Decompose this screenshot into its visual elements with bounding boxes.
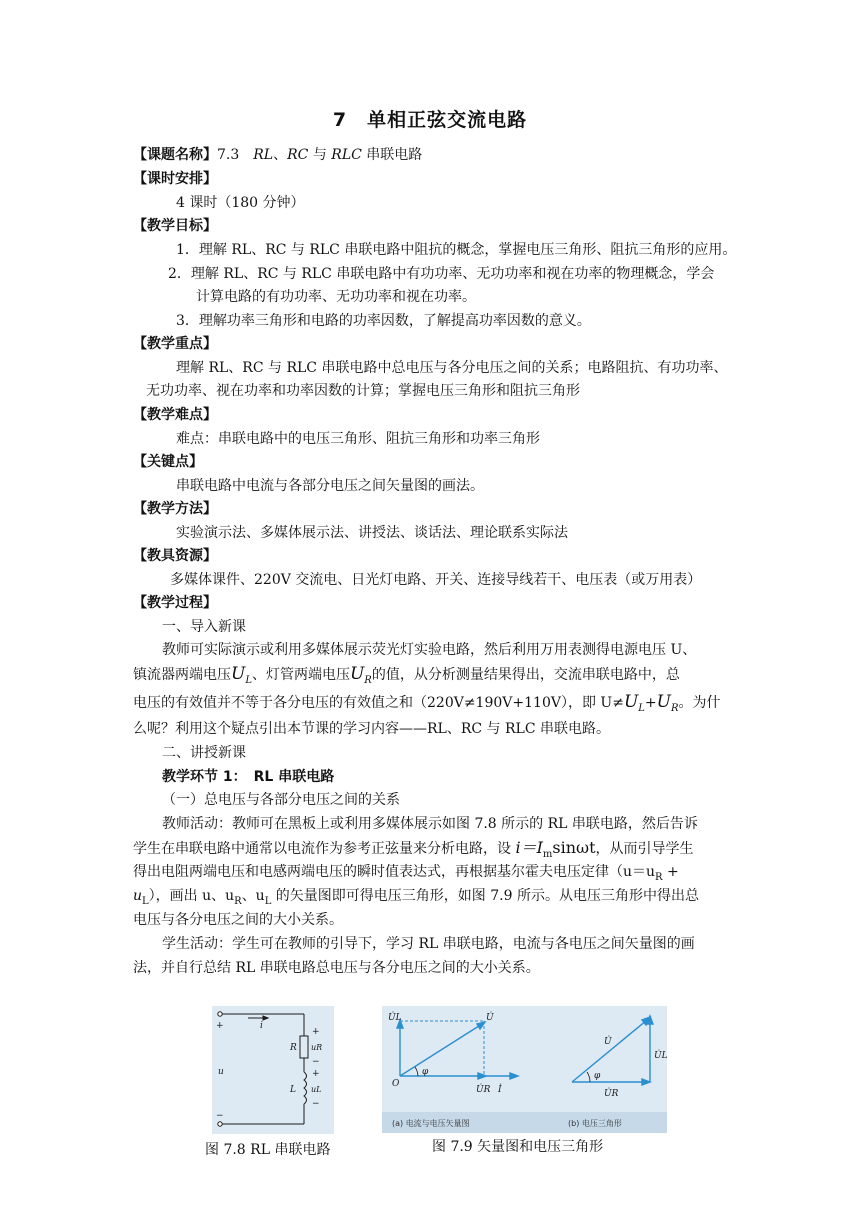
fig79-phi-a: φ	[422, 1067, 429, 1077]
process-label: 【教学过程】	[133, 595, 217, 611]
focus-line-1: 理解 RL、RC 与 RLC 串联电路中总电压与各分电压之间的关系；电路阻抗、有功功率、	[176, 360, 728, 376]
fig79-subcaption-b: (b) 电压三角形	[568, 1119, 622, 1128]
lesson-sep2: 与	[308, 147, 332, 163]
step-1-heading: 教学环节 1： RL 串联电路	[162, 769, 335, 785]
fig78-plus-left: +	[216, 1021, 224, 1031]
current-eq-sub: m	[542, 848, 553, 860]
ul-symbol: U	[231, 664, 246, 684]
difficulty-text: 难点：串联电路中的电压三角形、阻抗三角形和功率三角形	[176, 431, 540, 447]
teacher-text-plus: +	[662, 864, 679, 880]
fig79-u-a: U̇	[486, 1013, 494, 1023]
fig78-ur: uR	[311, 1043, 323, 1052]
lesson-rc: RC	[287, 147, 309, 163]
focus-line-2: 无功功率、视在功率和功率因数的计算；掌握电压三角形和阻抗三角形	[146, 383, 580, 399]
plus-sign: +	[644, 695, 657, 711]
current-eq-sin: sinωt	[552, 838, 596, 857]
figure-rl-circuit	[212, 1006, 334, 1134]
intro-para-4: 么呢？利用这个疑点引出本节课的学习内容——RL、RC 与 RLC 串联电路。	[133, 721, 610, 737]
lesson-line	[133, 145, 422, 165]
teacher-para-4	[133, 886, 699, 912]
intro-text-c: 的值，从分析测量结果得出，交流串联电路中，总	[371, 667, 680, 683]
difficulty-label: 【教学难点】	[133, 407, 217, 423]
fig78-plus-l: +	[312, 1069, 320, 1079]
ur-symbol-2: U	[656, 692, 671, 712]
intro-text-d: 电压的有效值并不等于各分电压的有效值之和（220V≠190V+110V），即 U≠	[133, 695, 624, 711]
fig78-voltage-u: u	[218, 1067, 224, 1077]
goal-2b: 计算电路的有功功率、无功功率和视在功率。	[196, 289, 476, 305]
rl-circuit-diagram	[212, 1006, 334, 1134]
method-label: 【教学方法】	[133, 501, 217, 517]
goal-1: 1．理解 RL、RC 与 RLC 串联电路中阻抗的概念，掌握电压三角形、阻抗三角形的应用。	[176, 242, 737, 258]
teacher-para-1: 教师活动：教师可在黑板上或利用多媒体展示如图 7.8 所示的 RL 串联电路，然后告诉	[162, 816, 698, 832]
fig78-inductor-l: L	[290, 1085, 296, 1095]
fig79-u-b: U̇	[604, 1037, 612, 1047]
intro-para-1: 教师可实际演示或利用多媒体展示荧光灯实验电路，然后利用万用表测得电源电压 U、	[162, 642, 697, 658]
lesson-label: 【课题名称】	[133, 147, 217, 163]
teacher-text-b: ，从而引导学生	[595, 841, 694, 857]
section-teach: 二、讲授新课	[162, 745, 246, 761]
schedule-text: 4 课时（180 分钟）	[176, 195, 305, 211]
fig79-ul-a: U̇L	[388, 1013, 402, 1023]
fig79-caption: 图 7.9 矢量图和电压三角形	[432, 1139, 604, 1155]
ur-symbol: U	[349, 664, 365, 684]
fig79-ur-a: U̇R	[476, 1085, 491, 1095]
ul-var: u	[133, 888, 143, 904]
figure-phasor	[382, 1006, 667, 1133]
fig79-subcaption-a: (a) 电流与电压矢量图	[392, 1119, 470, 1128]
goals-label: 【教学目标】	[133, 218, 217, 234]
lesson-post: 串联电路	[361, 147, 423, 163]
lesson-rl: RL	[253, 147, 274, 163]
fig79-origin: O	[392, 1079, 400, 1089]
intro-text-a: 镇流器两端电压	[133, 667, 231, 683]
resources-label: 【教具资源】	[133, 548, 217, 564]
fig78-current: i	[260, 1021, 263, 1031]
fig78-plus-r: +	[312, 1027, 320, 1037]
fig78-minus-l: −	[312, 1099, 320, 1109]
student-para-2: 法，并自行总结 RL 串联电路总电压与各分电压之间的大小关系。	[133, 960, 540, 976]
resources-text: 多媒体课件、220V 交流电、日光灯电路、开关、连接导线若干、电压表（或万用表）	[170, 572, 702, 588]
lesson-rlc: RLC	[331, 147, 362, 163]
phasor-diagram	[382, 1006, 667, 1133]
keypoint-label: 【关键点】	[133, 454, 203, 470]
teacher-text-d: ），画出 u、u	[148, 888, 235, 904]
teacher-text-a: 学生在串联电路中通常以电流作为参考正弦量来分析电路，设	[133, 841, 516, 857]
ur-sub: R	[364, 674, 372, 686]
fig78-caption: 图 7.8 RL 串联电路	[205, 1142, 331, 1158]
section-intro: 一、导入新课	[162, 619, 246, 635]
fig78-ul: uL	[311, 1085, 322, 1094]
teacher-para-5: 电压与各分电压之间的大小关系。	[133, 912, 343, 928]
current-eq: i＝I	[515, 838, 543, 857]
teacher-para-3	[133, 862, 679, 888]
page-title: 7 单相正弦交流电路	[332, 109, 528, 131]
lesson-number: 7.3	[217, 147, 254, 163]
goal-3: 3．理解功率三角形和电路的功率因数，了解提高功率因数的意义。	[176, 313, 591, 329]
student-para-1: 学生活动：学生可在教师的引导下，学习 RL 串联电路，电流与各电压之间矢量图的画	[162, 936, 695, 952]
fig78-minus-left: −	[216, 1111, 224, 1121]
keypoint-text: 串联电路中电流与各部分电压之间矢量图的画法。	[176, 478, 484, 494]
fig79-ul-b: U̇L	[654, 1051, 667, 1061]
ul-var-sub-2: L	[264, 895, 272, 907]
teacher-text-e: 、u	[241, 888, 265, 904]
ul-sub: L	[245, 674, 252, 686]
focus-label: 【教学重点】	[133, 336, 217, 352]
ul-symbol-2: U	[623, 692, 639, 712]
teacher-text-f: 的矢量图即可得电压三角形，如图 7.9 所示。从电压三角形中得出总	[271, 888, 699, 904]
teacher-text-c: 得出电阻两端电压和电感两端电压的瞬时值表达式，再根据基尔霍夫电压定律（u＝u	[133, 864, 656, 880]
method-text: 实验演示法、多媒体展示法、讲授法、谈话法、理论联系实际法	[176, 525, 568, 541]
intro-text-b: 、灯管两端电压	[251, 667, 350, 683]
teacher-para-2	[133, 838, 694, 865]
fig79-i-a: İ	[498, 1085, 502, 1095]
intro-para-2	[133, 664, 680, 691]
fig78-resistor-r: R	[290, 1043, 297, 1053]
intro-text-e: 。为什	[678, 695, 721, 711]
ur-sub-2: R	[670, 702, 679, 714]
fig78-minus-r: −	[312, 1057, 320, 1067]
ul-var-sub: L	[142, 895, 149, 907]
ur-sub-3: R	[655, 871, 663, 883]
ul-sub-2: L	[638, 702, 645, 714]
subsection-1: （一）总电压与各部分电压之间的关系	[162, 792, 400, 808]
intro-para-3	[133, 692, 721, 719]
goal-2a: 2．理解 RL、RC 与 RLC 串联电路中有功功率、无功功率和视在功率的物理概念，学会	[168, 266, 715, 282]
fig79-ur-b: U̇R	[604, 1089, 619, 1099]
schedule-label: 【课时安排】	[133, 171, 217, 187]
lesson-sep1: 、	[273, 147, 288, 163]
fig79-phi-b: φ	[594, 1071, 601, 1081]
ur-var-sub: R	[234, 895, 242, 907]
